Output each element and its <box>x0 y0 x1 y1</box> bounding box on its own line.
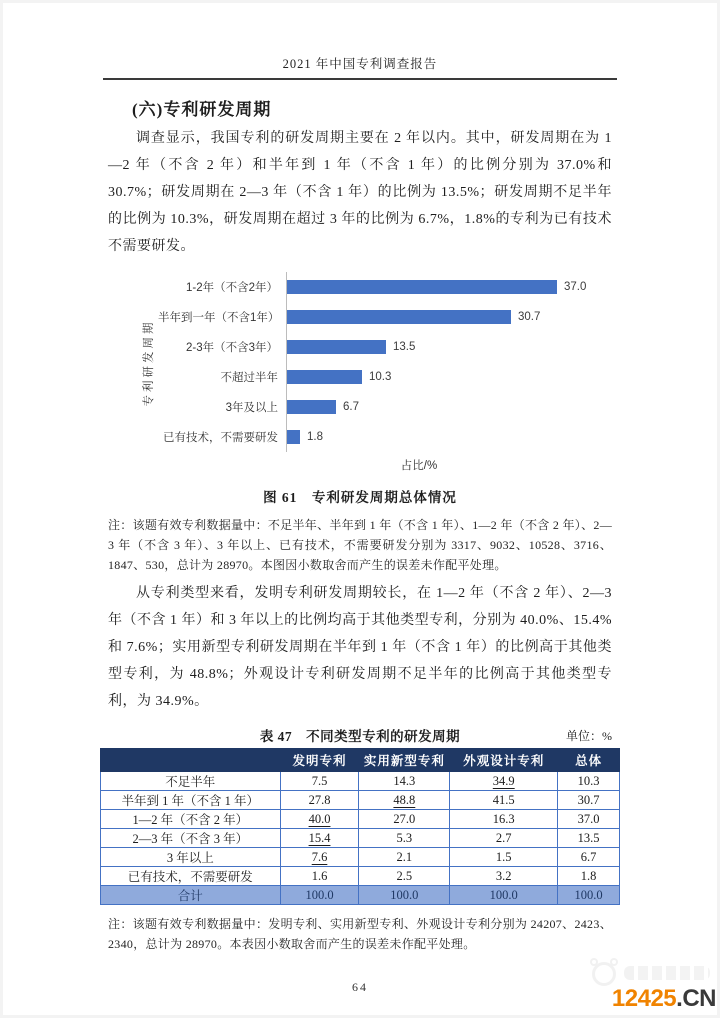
chart-y-axis <box>138 272 158 478</box>
table-cell: 3.2 <box>450 867 558 886</box>
chart-row <box>158 392 612 422</box>
chart-bar <box>287 310 511 324</box>
table-cell: 27.8 <box>280 791 359 810</box>
table-column-header: 外观设计专利 <box>450 749 558 772</box>
chart-value-label: 13.5 <box>393 341 416 353</box>
table-title: 表 47 不同类型专利的研发周期 <box>259 729 461 744</box>
figure-caption: 图 61 专利研发周期总体情况 <box>263 490 457 505</box>
table-cell: 14.3 <box>359 772 450 791</box>
section-title: (六)专利研发周期 <box>132 100 272 119</box>
table-cell: 7.6 <box>280 848 359 867</box>
chart-value-label: 10.3 <box>369 371 392 383</box>
watermark <box>612 985 716 1013</box>
chart-bar <box>287 400 336 414</box>
table-row <box>101 867 620 886</box>
table-body <box>101 772 620 905</box>
chart-y-axis-label: 专利研发周期 <box>143 319 155 407</box>
table-cell: 40.0 <box>280 810 359 829</box>
table-cell: 48.8 <box>359 791 450 810</box>
chart-row <box>158 302 612 332</box>
table-cell: 10.3 <box>558 772 620 791</box>
paragraph-by-type: 从专利类型来看，发明专利研发周期较长，在 1—2 年（不含 2 年）、2—3 年（不含 1 年）和 3 年以上的比例均高于其他类型专利，分别为 40.0%、15.4%和 7.6%；实用新型专利研发周期在半年到 1 年（不含 1 年）的比例高于其他类型专利，为 48.8%；外观设计专利研发周期不足半年的比例高于其他类型专利，为 34.9%。 <box>108 586 612 709</box>
chart-category-label: 3年及以上 <box>225 402 278 414</box>
chart-category-label: 已有技术，不需要研发 <box>163 432 278 444</box>
table-cell: 5.3 <box>359 829 450 848</box>
chart-category-label: 2-3年（不含3年） <box>185 342 278 354</box>
table-47 <box>100 748 620 905</box>
chart-row <box>158 272 612 302</box>
table-row <box>101 772 620 791</box>
table-column-header: 实用新型专利 <box>359 749 450 772</box>
table-cell: 2.5 <box>359 867 450 886</box>
chart-plot-cell <box>286 272 612 302</box>
table-cell: 100.0 <box>280 886 359 905</box>
table-titlebar <box>108 725 612 743</box>
chart-row <box>158 422 612 452</box>
table-unit-label: 单位：% <box>566 729 612 743</box>
table-cell: 100.0 <box>359 886 450 905</box>
table-row <box>101 848 620 867</box>
table-cell: 13.5 <box>558 829 620 848</box>
chart-value-label: 37.0 <box>564 281 587 293</box>
table-header-row <box>101 749 620 772</box>
table-cell: 1.8 <box>558 867 620 886</box>
watermark-number: 12425 <box>611 985 677 1012</box>
table-cell: 1.5 <box>450 848 558 867</box>
page-header-title: 2021 年中国专利调查报告 <box>282 57 438 71</box>
chart-x-axis-row <box>158 452 612 478</box>
chart-plot-cell <box>286 392 612 422</box>
chart-rows <box>158 272 612 478</box>
chart-plot-cell <box>286 362 612 392</box>
table-row-label: 2—3 年（不含 3 年） <box>101 829 281 848</box>
chart-value-label: 30.7 <box>518 311 541 323</box>
chart-category-label: 1-2年（不含2年） <box>185 282 278 294</box>
chart-plot-cell <box>286 332 612 362</box>
table-row <box>101 791 620 810</box>
chart-bar <box>287 430 300 444</box>
ghost-logo-text <box>624 966 710 980</box>
chart-bar <box>287 370 362 384</box>
table-row-label: 合计 <box>101 886 281 905</box>
table-cell: 1.6 <box>280 867 359 886</box>
table-row <box>101 829 620 848</box>
table-column-header: 总体 <box>558 749 620 772</box>
table-cell: 27.0 <box>359 810 450 829</box>
chart-value-label: 1.8 <box>307 431 323 443</box>
chart-x-axis-cell <box>286 452 612 478</box>
chart-value-label: 6.7 <box>343 401 359 413</box>
table-cell: 37.0 <box>558 810 620 829</box>
table-column-header: 发明专利 <box>280 749 359 772</box>
table-cell: 41.5 <box>450 791 558 810</box>
paragraph-overview: 调查显示，我国专利的研发周期主要在 2 年以内。其中，研发周期在为 1—2 年（不含 2 年）和半年到 1 年（不含 1 年）的比例分别为 37.0%和 30.7%；研发周期在 2—3 年（不含 1 年）的比例为 13.5%；研发周期不足半年的比例为 10.3%，研发周期在超过 3 年的比例为 6.7%，1.8%的专利为已有技术不需要研发。 <box>108 131 612 254</box>
chart-category-label: 半年到一年（不含1年） <box>158 312 280 324</box>
table-cell: 15.4 <box>280 829 359 848</box>
table-cell: 7.5 <box>280 772 359 791</box>
table-cell: 100.0 <box>558 886 620 905</box>
table-row-label: 半年到 1 年（不含 1 年） <box>101 791 281 810</box>
chart-plot-cell <box>286 422 612 452</box>
figure-note: 注：该题有效专利数据量中：不足半年、半年到 1 年（不含 1 年）、1—2 年（不含 2 年）、2—3 年（不含 3 年）、3 年以上、已有技术，不需要研发分别为 3317、9032、10528、3716、1847、530，总计为 28970。本图因小数取舍而产生的误差未作配平处理。 <box>108 518 613 572</box>
page-content <box>108 95 612 995</box>
table-cell: 100.0 <box>450 886 558 905</box>
chart-row <box>158 362 612 392</box>
chart-plot-cell <box>286 302 612 332</box>
table-cell: 16.3 <box>450 810 558 829</box>
figure-61-chart <box>138 272 612 478</box>
table-total-row <box>101 886 620 905</box>
table-row <box>101 810 620 829</box>
header-rule <box>103 78 617 80</box>
table-row-label: 1—2 年（不含 2 年） <box>101 810 281 829</box>
chart-bar <box>287 280 557 294</box>
chart-row <box>158 332 612 362</box>
page-number: 64 <box>352 980 368 994</box>
watermark-suffix: .CN <box>676 985 716 1012</box>
table-cell: 2.7 <box>450 829 558 848</box>
table-cell: 2.1 <box>359 848 450 867</box>
table-cell: 6.7 <box>558 848 620 867</box>
table-cell: 30.7 <box>558 791 620 810</box>
chart-bar <box>287 340 386 354</box>
table-row-label: 已有技术，不需要研发 <box>101 867 281 886</box>
table-column-header <box>101 749 281 772</box>
chart-category-label: 不超过半年 <box>220 372 278 384</box>
table-cell: 34.9 <box>450 772 558 791</box>
table-row-label: 3 年以上 <box>101 848 281 867</box>
table-row-label: 不足半年 <box>101 772 281 791</box>
table-note: 注：该题有效专利数据量中：发明专利、实用新型专利、外观设计专利分别为 24207、2423、2340，总计为 28970。本表因小数取舍而产生的误差未作配平处理。 <box>108 917 612 951</box>
chart-x-axis-label: 占比/% <box>400 460 438 472</box>
